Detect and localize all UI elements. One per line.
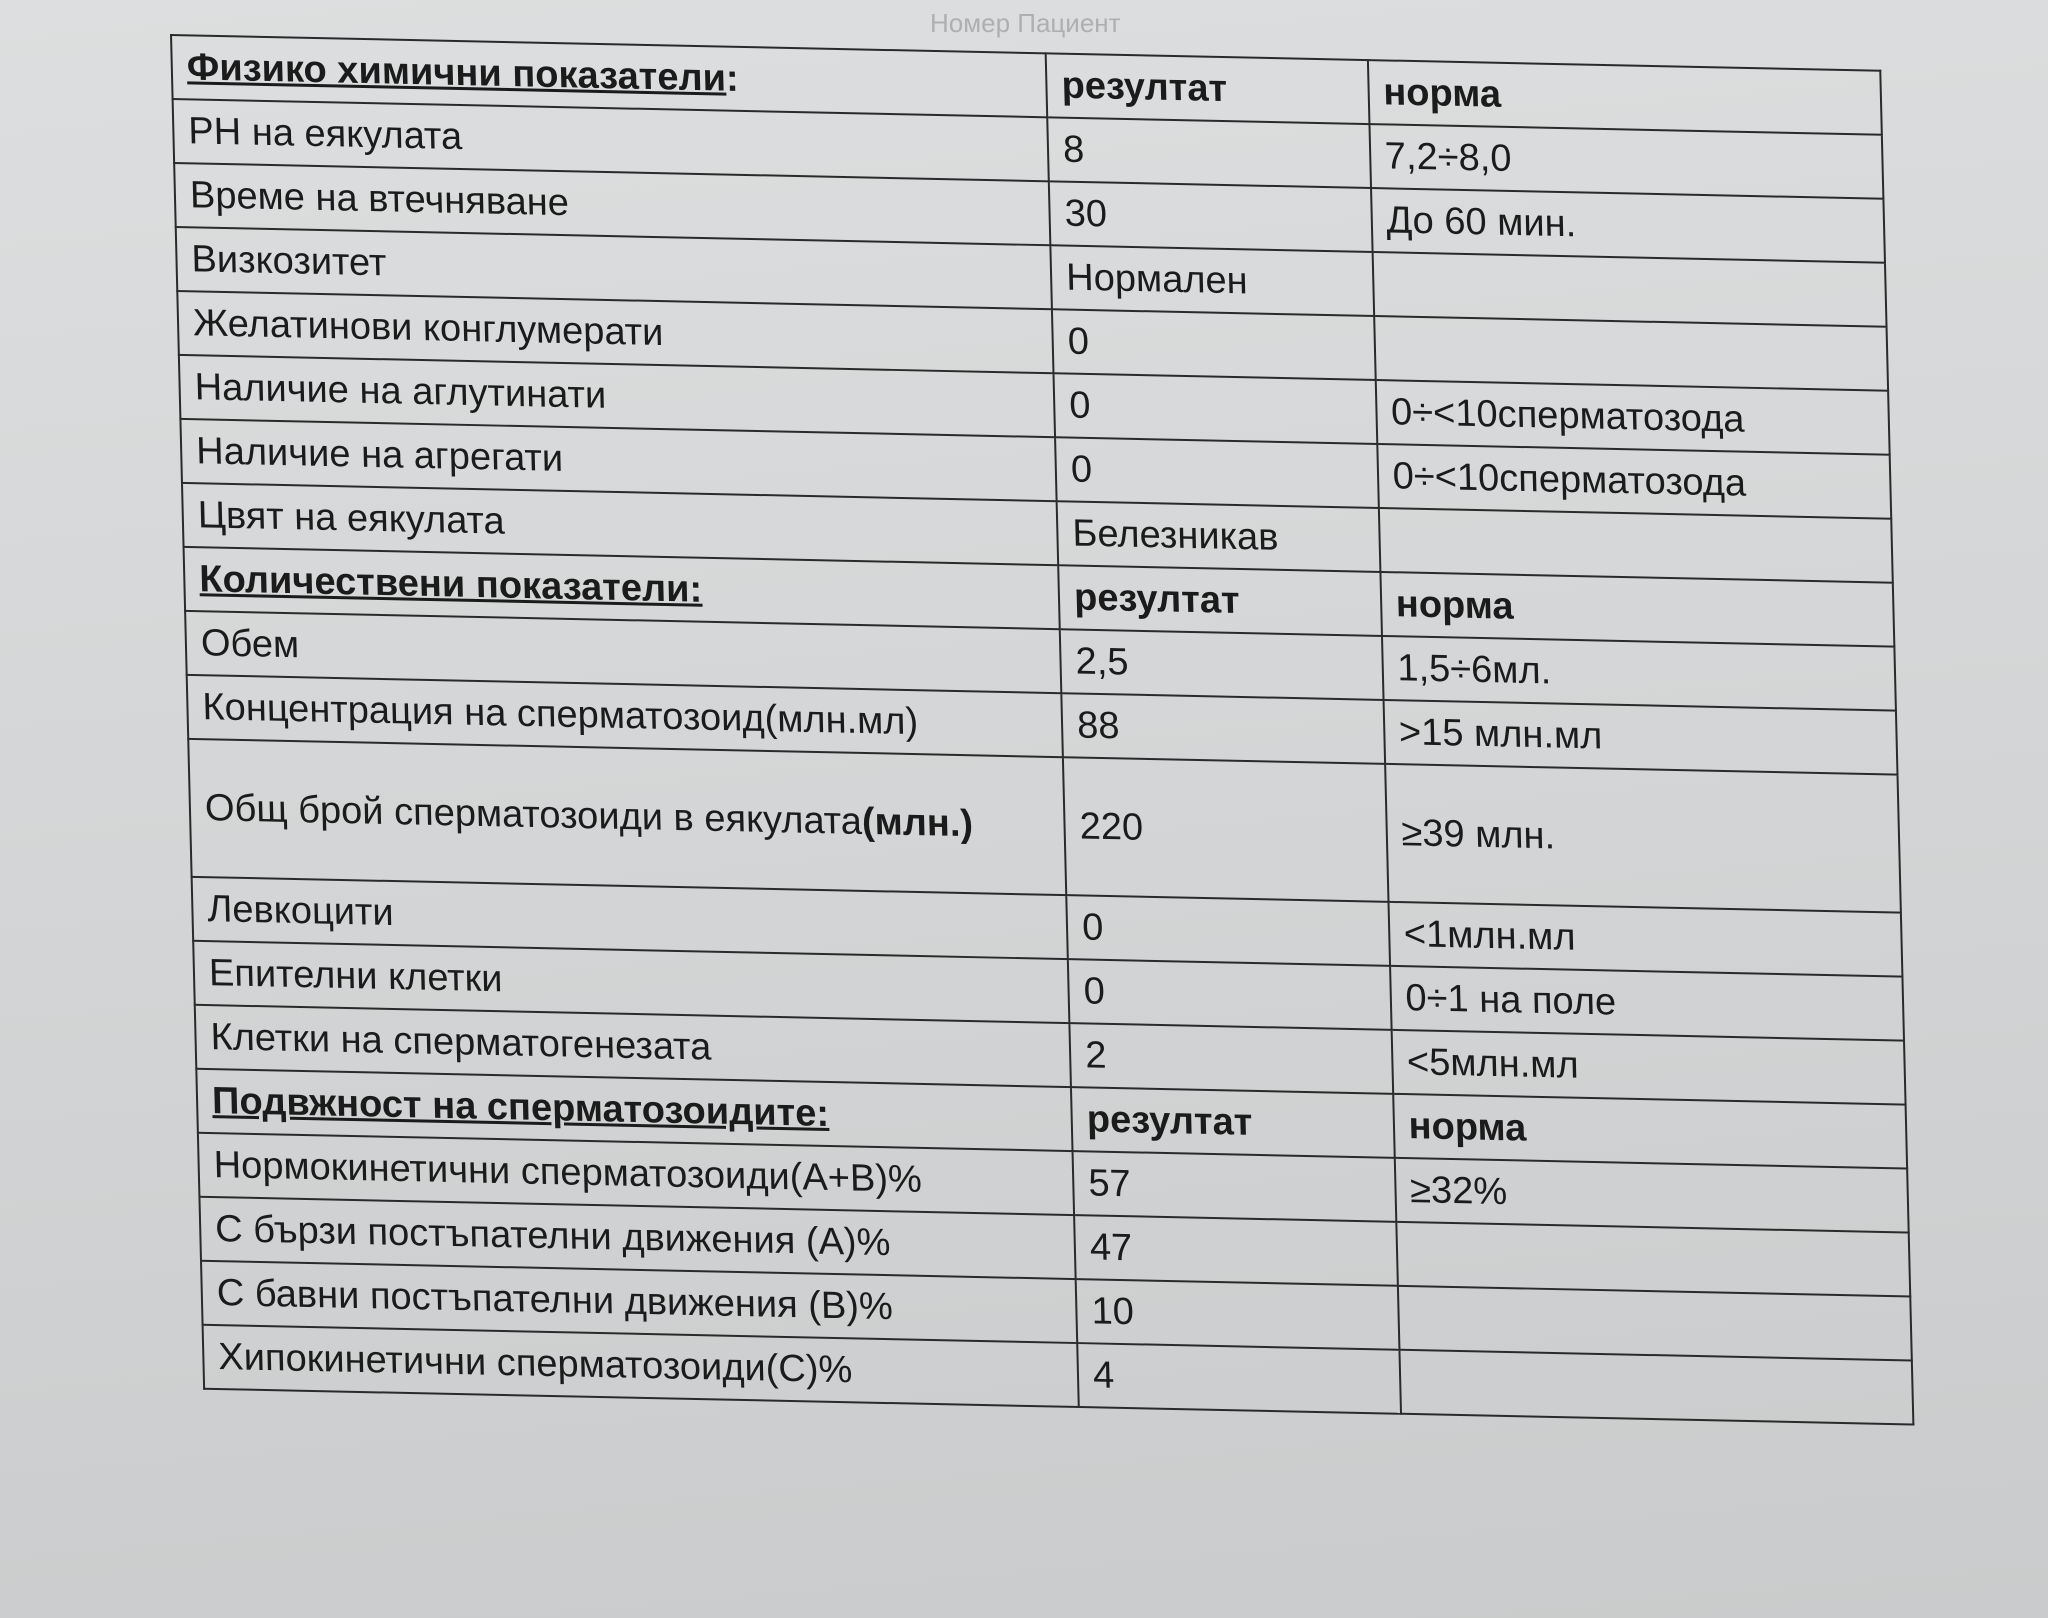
- row-result: 2: [1069, 1023, 1392, 1094]
- column-header-result: резултат: [1046, 53, 1369, 124]
- row-result: 10: [1076, 1279, 1399, 1350]
- row-result: 0: [1052, 309, 1375, 380]
- section-title: Подвжност на сперматозоидите:: [211, 1079, 830, 1135]
- row-name: Цвят на еякулата: [182, 483, 1058, 565]
- row-name: Желатинови конглумерати: [177, 291, 1053, 373]
- row-result: 220: [1063, 757, 1388, 902]
- row-name: Хипокинетични сперматозоиди(С)%: [203, 1325, 1079, 1407]
- row-name: Време на втечняване: [174, 163, 1050, 245]
- section-title: Физико химични показатели: [186, 45, 727, 100]
- row-result: 8: [1047, 117, 1370, 188]
- row-norm: [1397, 1286, 1911, 1361]
- row-result: 30: [1049, 181, 1372, 252]
- row-result: 0: [1055, 437, 1378, 508]
- row-result: 0: [1066, 895, 1389, 966]
- column-header-result: резултат: [1071, 1087, 1394, 1158]
- row-result: 88: [1061, 693, 1384, 764]
- row-name: Нормокинетични сперматозоиди(А+В)%: [198, 1133, 1074, 1215]
- row-name: Общ брой сперматозоиди в еякулата: [204, 786, 863, 843]
- semen-analysis-table: [170, 34, 1914, 1426]
- row-norm: 0÷<10сперматозода: [1377, 444, 1891, 519]
- row-norm: 1,5÷6мл.: [1382, 636, 1896, 711]
- row-norm: [1399, 1350, 1913, 1425]
- row-name-bold: (млн.): [861, 800, 974, 845]
- row-norm: [1378, 508, 1892, 583]
- row-name: Визкозитет: [176, 227, 1052, 309]
- row-result: Белезникав: [1057, 501, 1380, 572]
- row-result: 2,5: [1060, 629, 1383, 700]
- row-name: Обем: [185, 611, 1061, 693]
- section-title: Количествени показатели:: [198, 557, 703, 611]
- row-norm: ≥32%: [1394, 1158, 1908, 1233]
- row-name: С бързи постъпателни движения (А)%: [199, 1197, 1075, 1279]
- column-header-norm: норма: [1367, 60, 1881, 135]
- row-norm: [1374, 316, 1888, 391]
- row-result: 47: [1074, 1215, 1397, 1286]
- row-result: 4: [1077, 1343, 1400, 1414]
- row-norm: [1396, 1222, 1910, 1297]
- row-name: Левкоцити: [192, 877, 1068, 959]
- row-result: 0: [1054, 373, 1377, 444]
- row-name: Клетки на сперматогенезата: [195, 1005, 1071, 1087]
- row-name: Епителни клетки: [193, 941, 1069, 1023]
- row-name-cell: [188, 739, 1066, 895]
- lab-results-sheet: [170, 34, 1914, 1426]
- row-name: Наличие на агрегати: [180, 419, 1056, 501]
- row-norm: >15 млн.мл: [1383, 700, 1897, 775]
- row-norm: 0÷1 на поле: [1390, 966, 1904, 1041]
- row-norm: 0÷<10сперматозода: [1375, 380, 1889, 455]
- row-name: РН на еякулата: [173, 99, 1049, 181]
- row-name: Наличие на аглутинати: [179, 355, 1055, 437]
- row-norm: ≥39 млн.: [1385, 764, 1901, 913]
- faint-header-text: Номер Пациент: [930, 8, 1121, 38]
- column-header-result: резултат: [1058, 565, 1381, 636]
- row-name: Концентрация на сперматозоид(млн.мл): [187, 675, 1063, 757]
- row-norm: [1372, 252, 1886, 327]
- row-norm: 7,2÷8,0: [1369, 124, 1883, 199]
- row-norm: <1млн.мл: [1388, 902, 1902, 977]
- row-result: 0: [1068, 959, 1391, 1030]
- section-title-suffix: :: [725, 57, 740, 100]
- row-result: 57: [1073, 1151, 1396, 1222]
- row-result: Нормален: [1050, 245, 1373, 316]
- row-norm: До 60 мин.: [1371, 188, 1885, 263]
- column-header-norm: норма: [1393, 1094, 1907, 1169]
- row-norm: <5млн.мл: [1391, 1030, 1905, 1105]
- row-name: С бавни постъпателни движения (В)%: [201, 1261, 1077, 1343]
- column-header-norm: норма: [1380, 572, 1894, 647]
